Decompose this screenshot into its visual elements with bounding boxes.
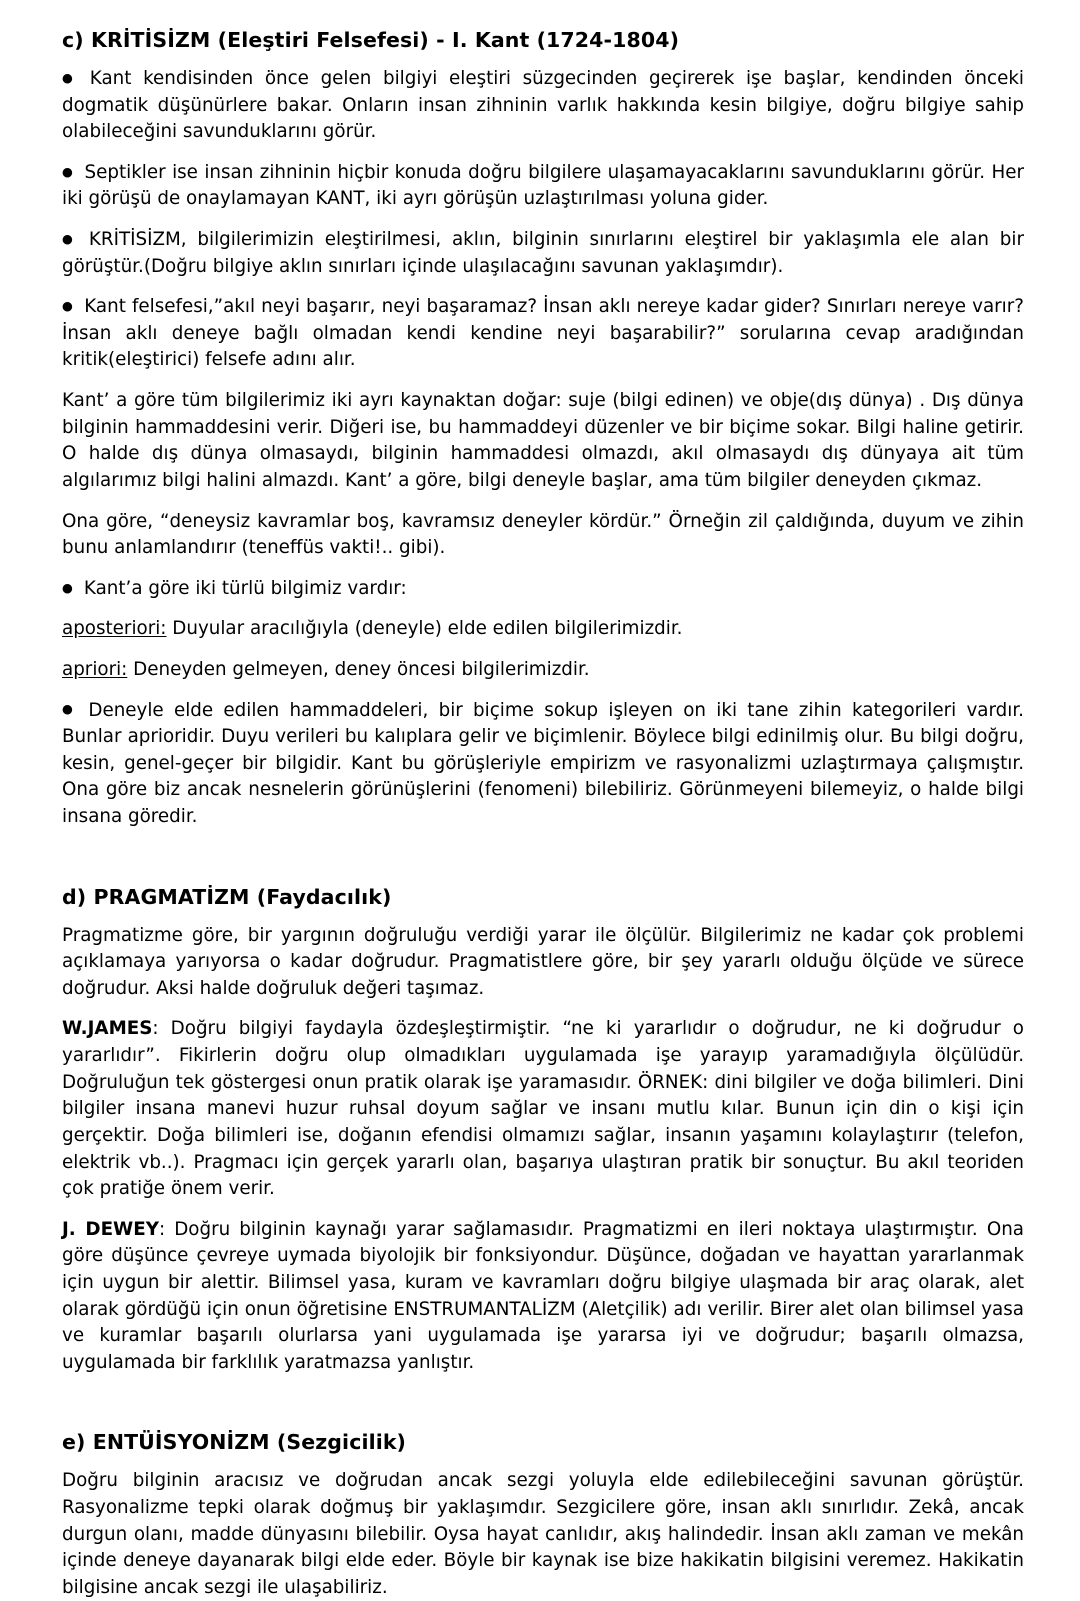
bullet-paragraph: ● Septikler ise insan zihninin hiçbir konuda doğru bilgilere ulaşamayacaklarını savunduklarını görür. Her iki görüşü de onaylamayan KANT, iki ayrı görüşün uzlaştırılması yoluna gider. [62,160,1024,213]
philosopher-description-jdewey: : Doğru bilginin kaynağı yarar sağlamasıdır. Pragmatizmi en ileri noktaya ulaştırmıştır. Ona göre düşünce çevreye uymada biyolojik bir fonksiyondur. Düşünce, doğadan ve hayattan yararlanmak için uygun bir alettir. Bilimsel yasa, kuram ve kavramları doğru bilgiye ulaşmada bir araç olarak, alet olarak gördüğü için onun öğretisine ENSTRUMANTALİZM (Aletçilik) adı verilir. Birer alet olan bilimsel yasa ve kuramlar başarılı olurlarsa yani uygulamada işe yararsa iyi ve doğrudur; başarılı olmazsa, uygulamada bir farklılık yaratmazsa yanlıştır. [62,1218,1024,1373]
term-label-apriori: apriori: [62,658,128,680]
section-heading-kritisizm: c) KRİTİSİZM (Eleştiri Felsefesi) - I. Kant (1724-1804) [62,28,680,52]
bullet-paragraph: ● Kant’a göre iki türlü bilgimiz vardır: [62,576,1024,603]
term-definition-apriori: Deneyden gelmeyen, deney öncesi bilgilerimizdir. [127,658,590,680]
philosopher-paragraph-jdewey [62,1217,1024,1377]
body-paragraph: Pragmatizme göre, bir yargının doğruluğu verdiği yarar ile ölçülür. Bilgilerimiz ne kadar çok problemi açıklamaya yarıyorsa o kadar doğrudur. Pragmatistlere göre, bir şey yararlı olduğu ölçüde ve sürece doğrudur. Aksi halde doğruluk değeri taşımaz. [62,924,1024,999]
bullet-paragraph: ● KRİTİSİZM, bilgilerimizin eleştirilmesi, aklın, bilginin sınırlarını eleştirel bir yaklaşımla ele alan bir görüştür.(Doğru bilgiye aklın sınırları içinde ulaşılacağını savunan yaklaşımdır). [62,227,1024,280]
term-label-aposteriori: aposteriori: [62,618,167,640]
bullet-paragraph: ● Kant felsefesi,”akıl neyi başarır, neyi başaramaz? İnsan aklı nereye kadar gider? Sınırları nereye varır? İnsan aklı deneye bağlı olmadan kendi kendine neyi başarabilir?” sorularına cevap aradığından kritik(eleştirici) felsefe adını alır. [62,294,1024,374]
philosopher-paragraph-wjames [62,1016,1024,1202]
body-paragraph: Doğru bilginin aracısız ve doğrudan ancak sezgi yoluyla elde edilebileceğini savunan görüştür. Rasyonalizme tepki olarak doğmuş bir yaklaşımdır. Sezgicilere göre, insan aklı sınırlıdır. Zekâ, ancak durgun olanı, madde dünyasını bilebilir. Oysa hayat canlıdır, akış halindedir. İnsan aklı zaman ve mekân içinde deneye dayanarak bilgi elde eder. Böyle bir kaynak ise bize hakikatin bilgisini veremez. Hakikatin bilgisine ancak sezgi ile ulaşabiliriz. [62,1470,1024,1598]
body-paragraph: Ona göre, “deneysiz kavramlar boş, kavramsız deneyler kördür.” Örneğin zil çaldığında, duyum ve zihin bunu anlamlandırır (teneffüs vakti!.. gibi). [62,510,1024,559]
philosopher-name-wjames: W.JAMES [62,1018,153,1040]
philosopher-description-wjames: : Doğru bilgiyi faydayla özdeşleştirmiştir. “ne ki yararlıdır o doğrudur, ne ki doğrudur o yararlıdır”. Fikirlerin doğru olup olmadıkları uygulamada işe yarayıp yaramadığıyla ölçülüdür. Doğruluğun tek göstergesi onun pratik olarak işe yaramasıdır. ÖRNEK: dini bilgiler ve doğa bilimleri. Dini bilgiler insana manevi huzur ruhsal doyum sağlar ve insanı mutlu kılar. Bunun için din o kişi için gerçektir. Doğa bilimleri ise, doğanın efendisi olmamızı sağlar, insanın yaşamını kolaylaştırır (telefon, elektrik vb..). Pragmacı için gerçek yararlı olan, başarıya ulaştıran pratik bir sonuçtur. Bu akıl teoriden çok pratiğe önem verir. [62,1018,1024,1200]
document-body [62,28,1024,1601]
section-heading-entuisyonizm: e) ENTÜİSYONİZM (Sezgicilik) [62,1430,407,1455]
bullet-paragraph: ● Deneyle elde edilen hammaddeleri, bir biçime sokup işleyen on iki tane zihin kategorileri vardır. Bunlar aprioridir. Duyu verileri bu kalıplara gelir ve biçimlenir. Böylece bilgi edinilmiş olur. Bu bilgi doğru, kesin, genel-geçer bir bilgidir. Kant bu görüşleriyle empirizm ve rasyonalizmi uzlaştırmaya çalışmıştır. Ona göre biz ancak nesnelerin görünüşlerini (fenomeni) bilebiliriz. Görünmeyeni bilemeyiz, o halde bilgi insana göredir. [62,698,1024,831]
bullet-paragraph: ● Kant kendisinden önce gelen bilgiyi eleştiri süzgecinden geçirerek işe başlar, kendinden önceki dogmatik düşünürlere bakar. Onların insan zihninin varlık hakkında kesin bilgiye, doğru bilgiye sahip olabileceğini savunduklarını görür. [62,66,1024,146]
section-heading-pragmatizm: d) PRAGMATİZM (Faydacılık) [62,884,392,909]
body-paragraph: Kant’ a göre tüm bilgilerimiz iki ayrı kaynaktan doğar: suje (bilgi edinen) ve obje(dış dünya) . Dış dünya bilginin hammaddesini verir. Diğeri ise, bu hammaddeyi düzenler ve bir biçime sokar. Bilgi haline getirir. O halde dış dünya olmasaydı, bilginin hammaddesi olmazdı, akıl olmasaydı dış dünyaya ait tüm algılarımız bilgi halini almazdı. Kant’ a göre, bilgi deneyle başlar, ama tüm bilgiler deneyden çıkmaz. [62,390,1024,491]
philosopher-name-jdewey: J. DEWEY [62,1218,159,1240]
term-definition-aposteriori: Duyular aracılığıyla (deneyle) elde edilen bilgilerimizdir. [166,618,683,640]
definition-paragraph-aposteriori [62,616,1024,643]
definition-paragraph-apriori [62,657,1024,684]
